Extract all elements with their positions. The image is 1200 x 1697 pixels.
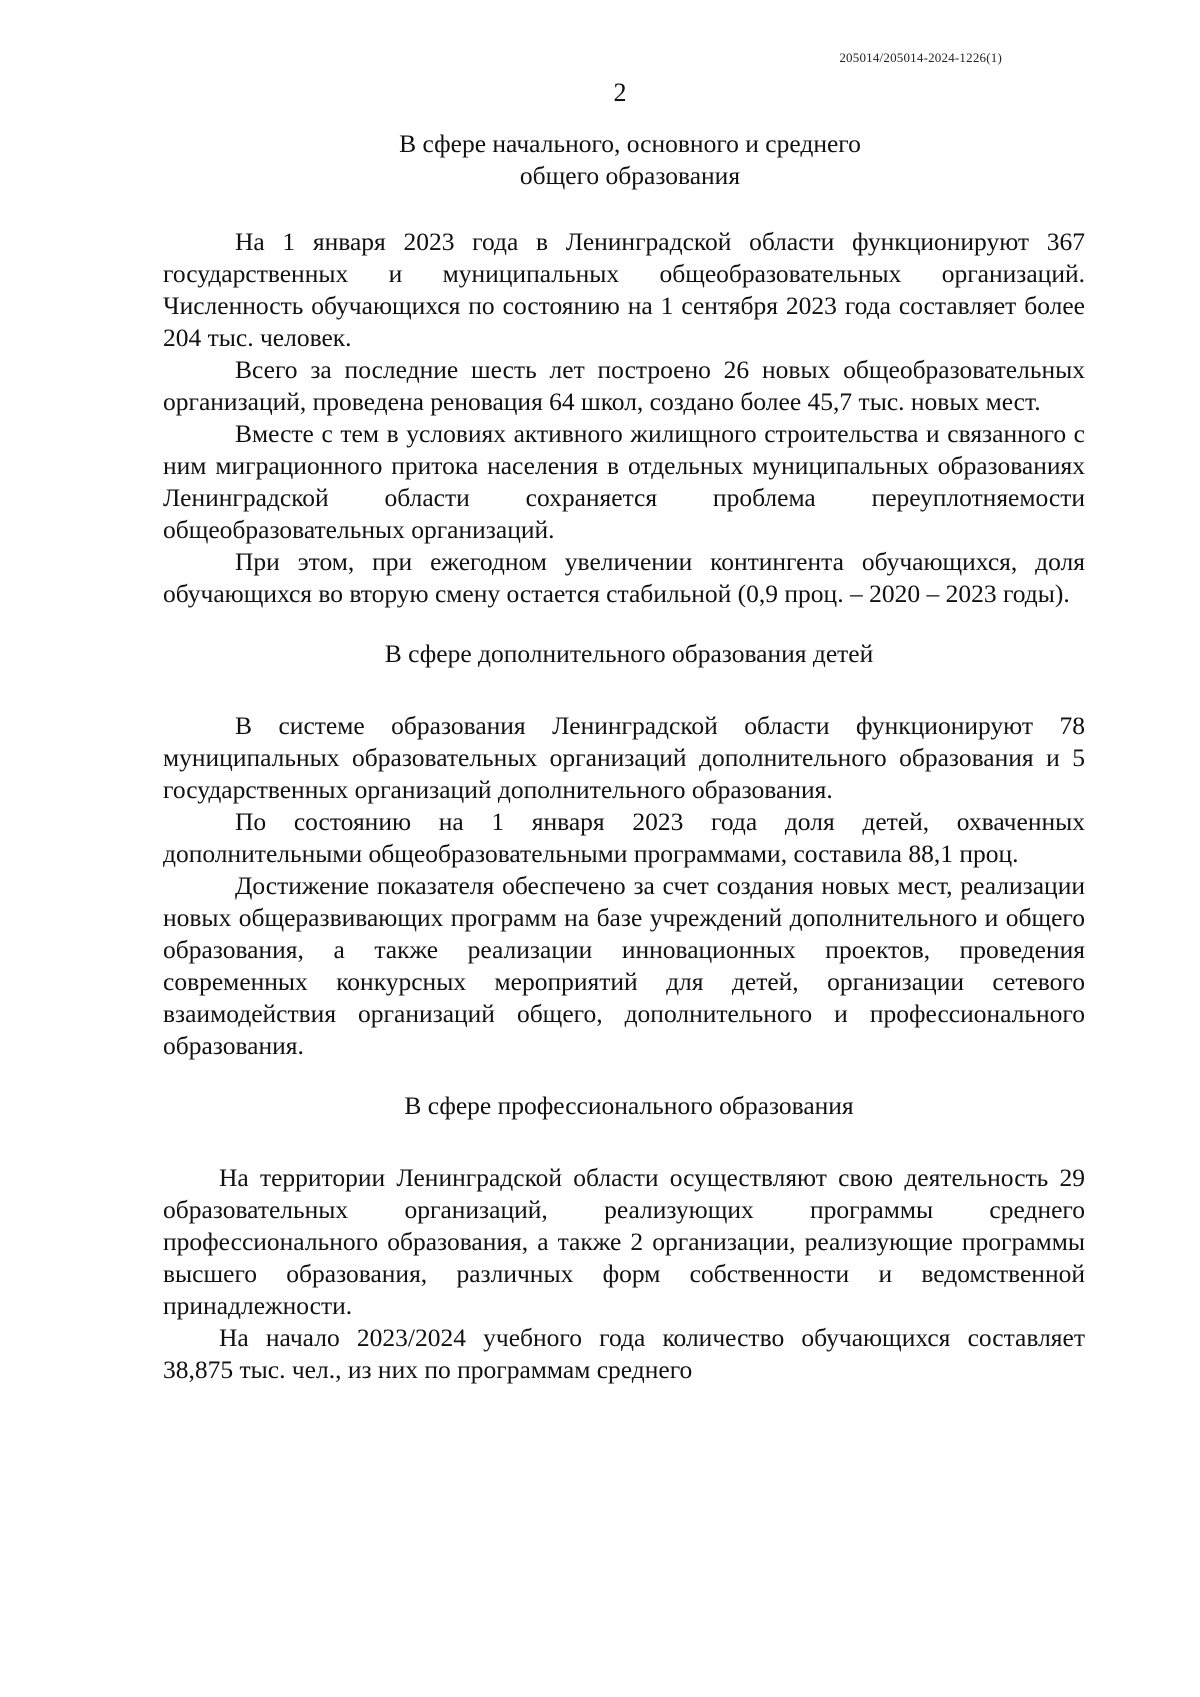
- page-number: 2: [613, 78, 627, 107]
- section-title-line: В сфере начального, основного и среднего: [399, 129, 861, 158]
- section-title: В сфере профессионального образования: [404, 1091, 854, 1120]
- section-title: В сфере дополнительного образования детей: [384, 639, 874, 668]
- paragraph: На начало 2023/2024 учебного года количество обучающихся составляет 38,875 тыс. чел., из них по программам среднего: [163, 1323, 1085, 1384]
- paragraph: При этом, при ежегодном увеличении контингента обучающихся, доля обучающихся во вторую смену остается стабильной (0,9 проц. – 2020 – 2023 годы).: [163, 547, 1085, 608]
- paragraph: На территории Ленинградской области осуществляют свою деятельность 29 образовательных организаций, реализующих программы среднего профессионального образования, а также 2 организации, реализующие программы высшего образования, различных форм собственности и ведомственной принадлежности.: [163, 1163, 1085, 1320]
- paragraph: На 1 января 2023 года в Ленинградской области функционируют 367 государственных и муниципальных общеобразовательных организаций. Численность обучающихся по состоянию на 1 сентября 2023 года составляет более 204 тыс. человек.: [163, 227, 1085, 352]
- section-title: [163, 128, 1085, 192]
- paragraph: В системе образования Ленинградской области функционируют 78 муниципальных образовательных организаций дополнительного образования и 5 государственных организаций дополнительного образования.: [163, 711, 1085, 804]
- document-body: [163, 128, 1085, 1386]
- section-general-education: [163, 128, 1085, 610]
- section-title-line: общего образования: [519, 161, 741, 190]
- paragraph: Достижение показателя обеспечено за счет создания новых мест, реализации новых общеразвивающих программ на базе учреждений дополнительного и общего образования, а также реализации инновационных проектов, проведения современных конкурсных мероприятий для детей, организации сетевого взаимодействия организаций общего, дополнительного и профессионального образования.: [163, 871, 1085, 1060]
- paragraph: Вместе с тем в условиях активного жилищного строительства и связанного с ним миграционного притока населения в отдельных муниципальных образованиях Ленинградской области сохраняется проблема переуплотняемости общеобразовательных организаций.: [163, 419, 1085, 544]
- section-additional-education: [163, 638, 1085, 1062]
- paragraph: По состоянию на 1 января 2023 года доля детей, охваченных дополнительными общеобразовательными программами, составила 88,1 проц.: [163, 807, 1085, 868]
- section-professional-education: [163, 1090, 1085, 1386]
- document-id: 205014/205014-2024-1226(1): [839, 50, 1002, 65]
- paragraph: Всего за последние шесть лет построено 26 новых общеобразовательных организаций, проведена реновация 64 школ, создано более 45,7 тыс. новых мест.: [163, 355, 1085, 416]
